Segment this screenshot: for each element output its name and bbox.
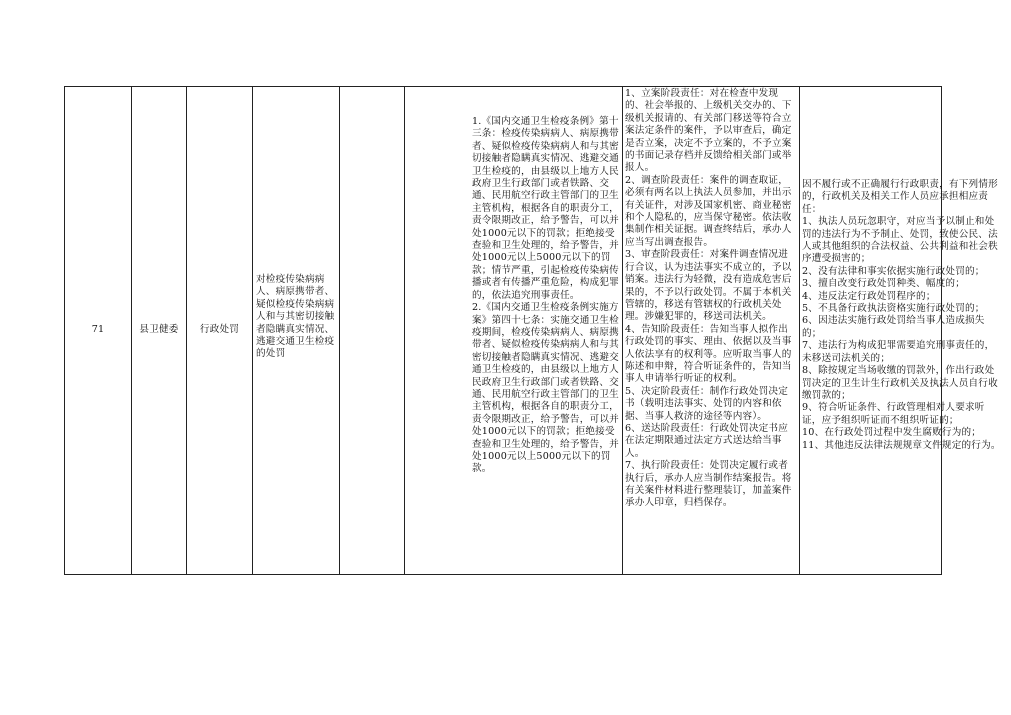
col-power-type [186,87,252,574]
col-number [65,87,131,574]
col-power-item [252,87,339,574]
col-accountability [799,87,1001,574]
duties-text: 1、立案阶段责任：对在检查中发现的、社会举报的、上级机关交办的、下级机关报请的、有关部门移送等符合立案法定条件的案件，予以审查后，确定是否立案，决定不予立案的，不予立案的书面记录存档并反馈给相关部门或举报人。 2、调查阶段责任：案件的调查取证，必须有两名以上执法人员参加，并出示有关证件，对涉及国家机密、商业秘密和个人隐私的，应当保守秘密。依法收集制作相关证据。调查终结后，承办人应当写出调查报告。 3、审查阶段责任：对案件调查情况进行合议，认为违法事实不成立的，予以销案。违法行为轻微，没有造成危害后果的，不予以行政处罚。不属于本机关管辖的，移送有管辖权的行政机关处理。涉嫌犯罪的，移送司法机关。 4、告知阶段责任：告知当事人拟作出行政处罚的事实、理由、依据以及当事人依法享有的权利等。应听取当事人的陈述和申辩，符合听证条件的，告知当事人申请举行听证的权利。 5、决定阶段责任：制作行政处罚决定书（载明违法事实、处罚的内容和依据、当事人救济的途径等内容）。 6、送达阶段责任：行政处罚决定书应在法定期限通过法定方式送达给当事人。 7、执行阶段责任：处罚决定履行或者执行后，承办人应当制作结案报告。将有关案件材料进行整理装订，加盖案件承办人印章，归档保存。 [625,88,792,509]
department-name: 县卫健委 [139,324,179,336]
col-duties [622,87,799,574]
permissions-table [64,86,1001,575]
col-empty [339,87,404,574]
accountability-text: 因不履行或不正确履行行政职责，有下列情形的，行政机关及相关工作人员应承担相应责任： 1、执法人员玩忽职守，对应当予以制止和处罚的违法行为不予制止、处罚，致使公民、法人或其他组织的合法权益、公共利益和社会秩序遭受损害的； 2、没有法律和事实依据实施行政处罚的； 3、擅自改变行政处罚种类、幅度的； 4、违反法定行政处罚程序的； 5、不具备行政执法资格实施行政处罚的； 6、因违法实施行政处罚给当事人造成损失的； 7、违法行为构成犯罪需要追究刑事责任的，未移送司法机关的； 8、除按规定当场收缴的罚款外，作出行政处罚决定的卫生计生行政机关及执法人员自行收缴罚款的； 9、符合听证条件、行政管理相对人要求听证，应予组织听证而不组织听证的； 10、在行政处罚过程中发生腐败行为的； 11、其他违反法律法规规章文件规定的行为。 [802,179,1001,451]
col-department [131,87,186,574]
row-number: 71 [91,324,105,336]
power-item-name: 对检疫传染病病人、病原携带者、疑似检疫传染病病人和与其密切接触者隐瞒真实情况、逃避交通卫生检疫的处罚 [256,274,335,360]
col-legal-basis [404,87,622,574]
power-type: 行政处罚 [199,324,240,336]
legal-basis-text: 1.《国内交通卫生检疫条例》第十三条：检疫传染病病人、病原携带者、疑似检疫传染病病人和与其密切接触者隐瞒真实情况、逃避交通卫生检疫的，由县级以上地方人民政府卫生行政部门或者铁路、交通、民用航空行政主管部门的卫生主管机构，根据各自的职责分工，责令限期改正，给予警告，可以并处1000元以下的罚款；拒绝接受查验和卫生处理的，给予警告，并处1000元以上5000元以下的罚款；情节严重，引起检疫传染病传播或者有传播严重危险，构成犯罪的，依法追究刑事责任。 2.《国内交通卫生检疫条例实施方案》第四十七条：实施交通卫生检疫期间，检疫传染病病人、病原携带者、疑似检疫传染病病人和与其密切接触者隐瞒真实情况、逃避交通卫生检疫的，由县级以上地方人民政府卫生行政部门或者铁路、交通、民用航空行政主管部门的卫生主管机构，根据各自的职责分工，责令限期改正，给予警告，可以并处1000元以下的罚款；拒绝接受查验和卫生处理的，给予警告，并处1000元以上5000元以下的罚款。 [472,116,619,475]
